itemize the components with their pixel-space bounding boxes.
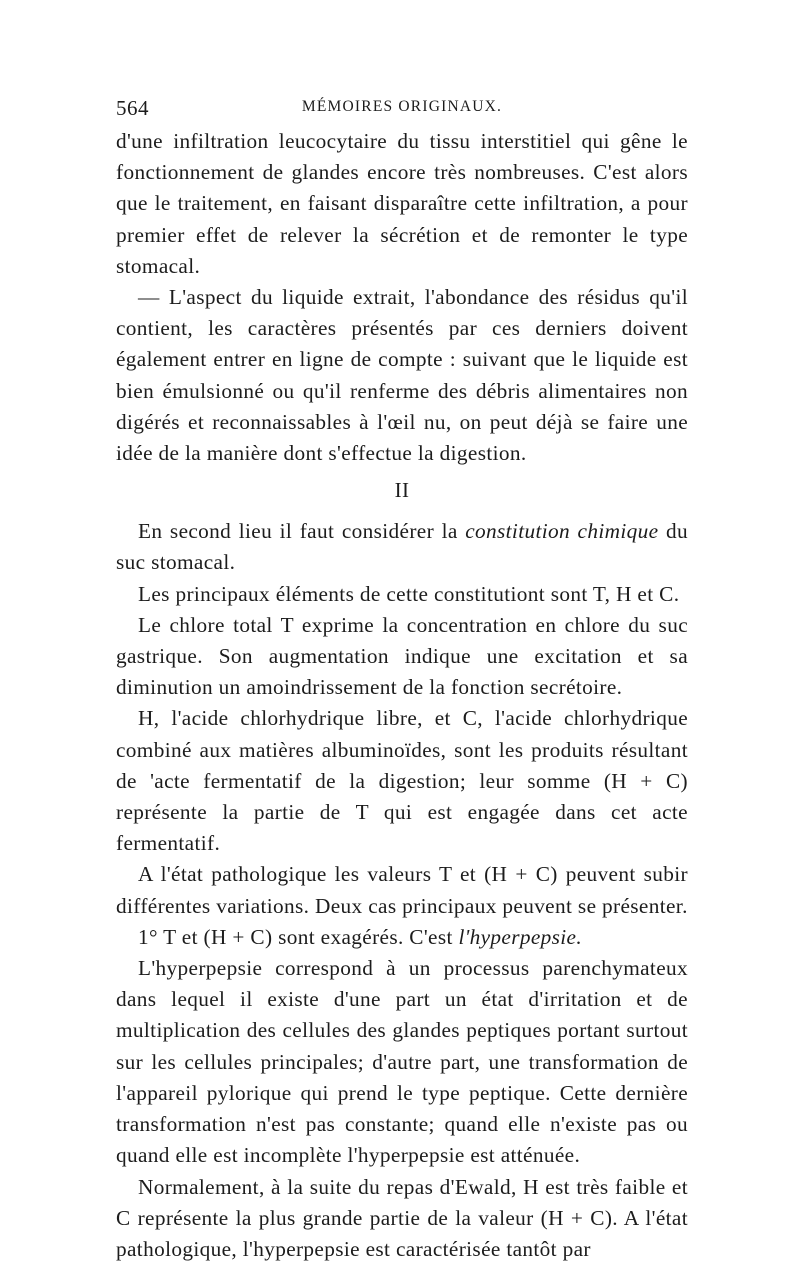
paragraph: L'hyperpepsie correspond à un processus parenchymateux dans lequel il existe d'une part un état d'irritation et de multiplication des cellules des glandes peptiques portant surtout sur les cellules principales; d'autre part, une transformation de l'appareil pylorique qui prend le type peptique. Cette dernière transformation n'est pas constante; quand elle n'existe pas ou quand elle est incomplète l'hyperpepsie est atténuée. — [116, 953, 688, 1171]
paragraph: Les principaux éléments de cette constitutiont sont T, H et C. — [116, 579, 688, 610]
paragraph: — L'aspect du liquide extrait, l'abondance des résidus qu'il contient, les caractères présentés par ces derniers doivent également entrer en ligne de compte : suivant que le liquide est bien émulsionné ou qu'il renferme des débris alimentaires non digérés et reconnaissables à l'œil nu, on peut déjà se faire une idée de la manière dont s'effectue la digestion. — [116, 282, 688, 469]
body-text — [116, 126, 688, 1265]
paragraph: H, l'acide chlorhydrique libre, et C, l'acide chlorhydrique combiné aux matières albuminoïdes, sont les produits résultant de 'acte fermentatif de la digestion; leur somme (H + C) représente la partie de T qui est engagée dans cet acte fermentatif. — [116, 703, 688, 859]
paragraph — [116, 922, 688, 953]
italic-term: constitution chimique — [465, 519, 658, 543]
running-head — [116, 96, 688, 126]
text-run: du suc stomacal. — [116, 519, 688, 574]
paragraph: Le chlore total T exprime la concentration en chlore du suc gastrique. Son augmentation indique une excitation et sa diminution un amoindrissement de la fonction secrétoire. — [116, 610, 688, 704]
text-run: 1° T et (H + C) sont exagérés. C'est — [138, 925, 458, 949]
paragraph — [116, 516, 688, 578]
italic-term: l'hyperpepsie. — [458, 925, 582, 949]
paragraph: A l'état pathologique les valeurs T et (H + C) peuvent subir différentes variations. Deux cas principaux peuvent se présenter. — [116, 859, 688, 921]
paragraph: d'une infiltration leucocytaire du tissu interstitiel qui gêne le fonctionnement de glandes encore très nombreuses. C'est alors que le traitement, en faisant disparaître cette infiltration, a pour premier effet de relever la sécrétion et de remonter le type stomacal. — [116, 126, 688, 282]
paragraph: Normalement, à la suite du repas d'Ewald, H est très faible et C représente la plus grande partie de la valeur (H + C). A l'état pathologique, l'hyperpepsie est caractérisée tantôt par — [116, 1172, 688, 1265]
running-title: MÉMOIRES ORIGINAUX. — [116, 98, 688, 116]
page-number: 564 — [116, 96, 149, 121]
text-run: En second lieu il faut considérer la — [138, 519, 465, 543]
section-number: II — [116, 475, 688, 506]
